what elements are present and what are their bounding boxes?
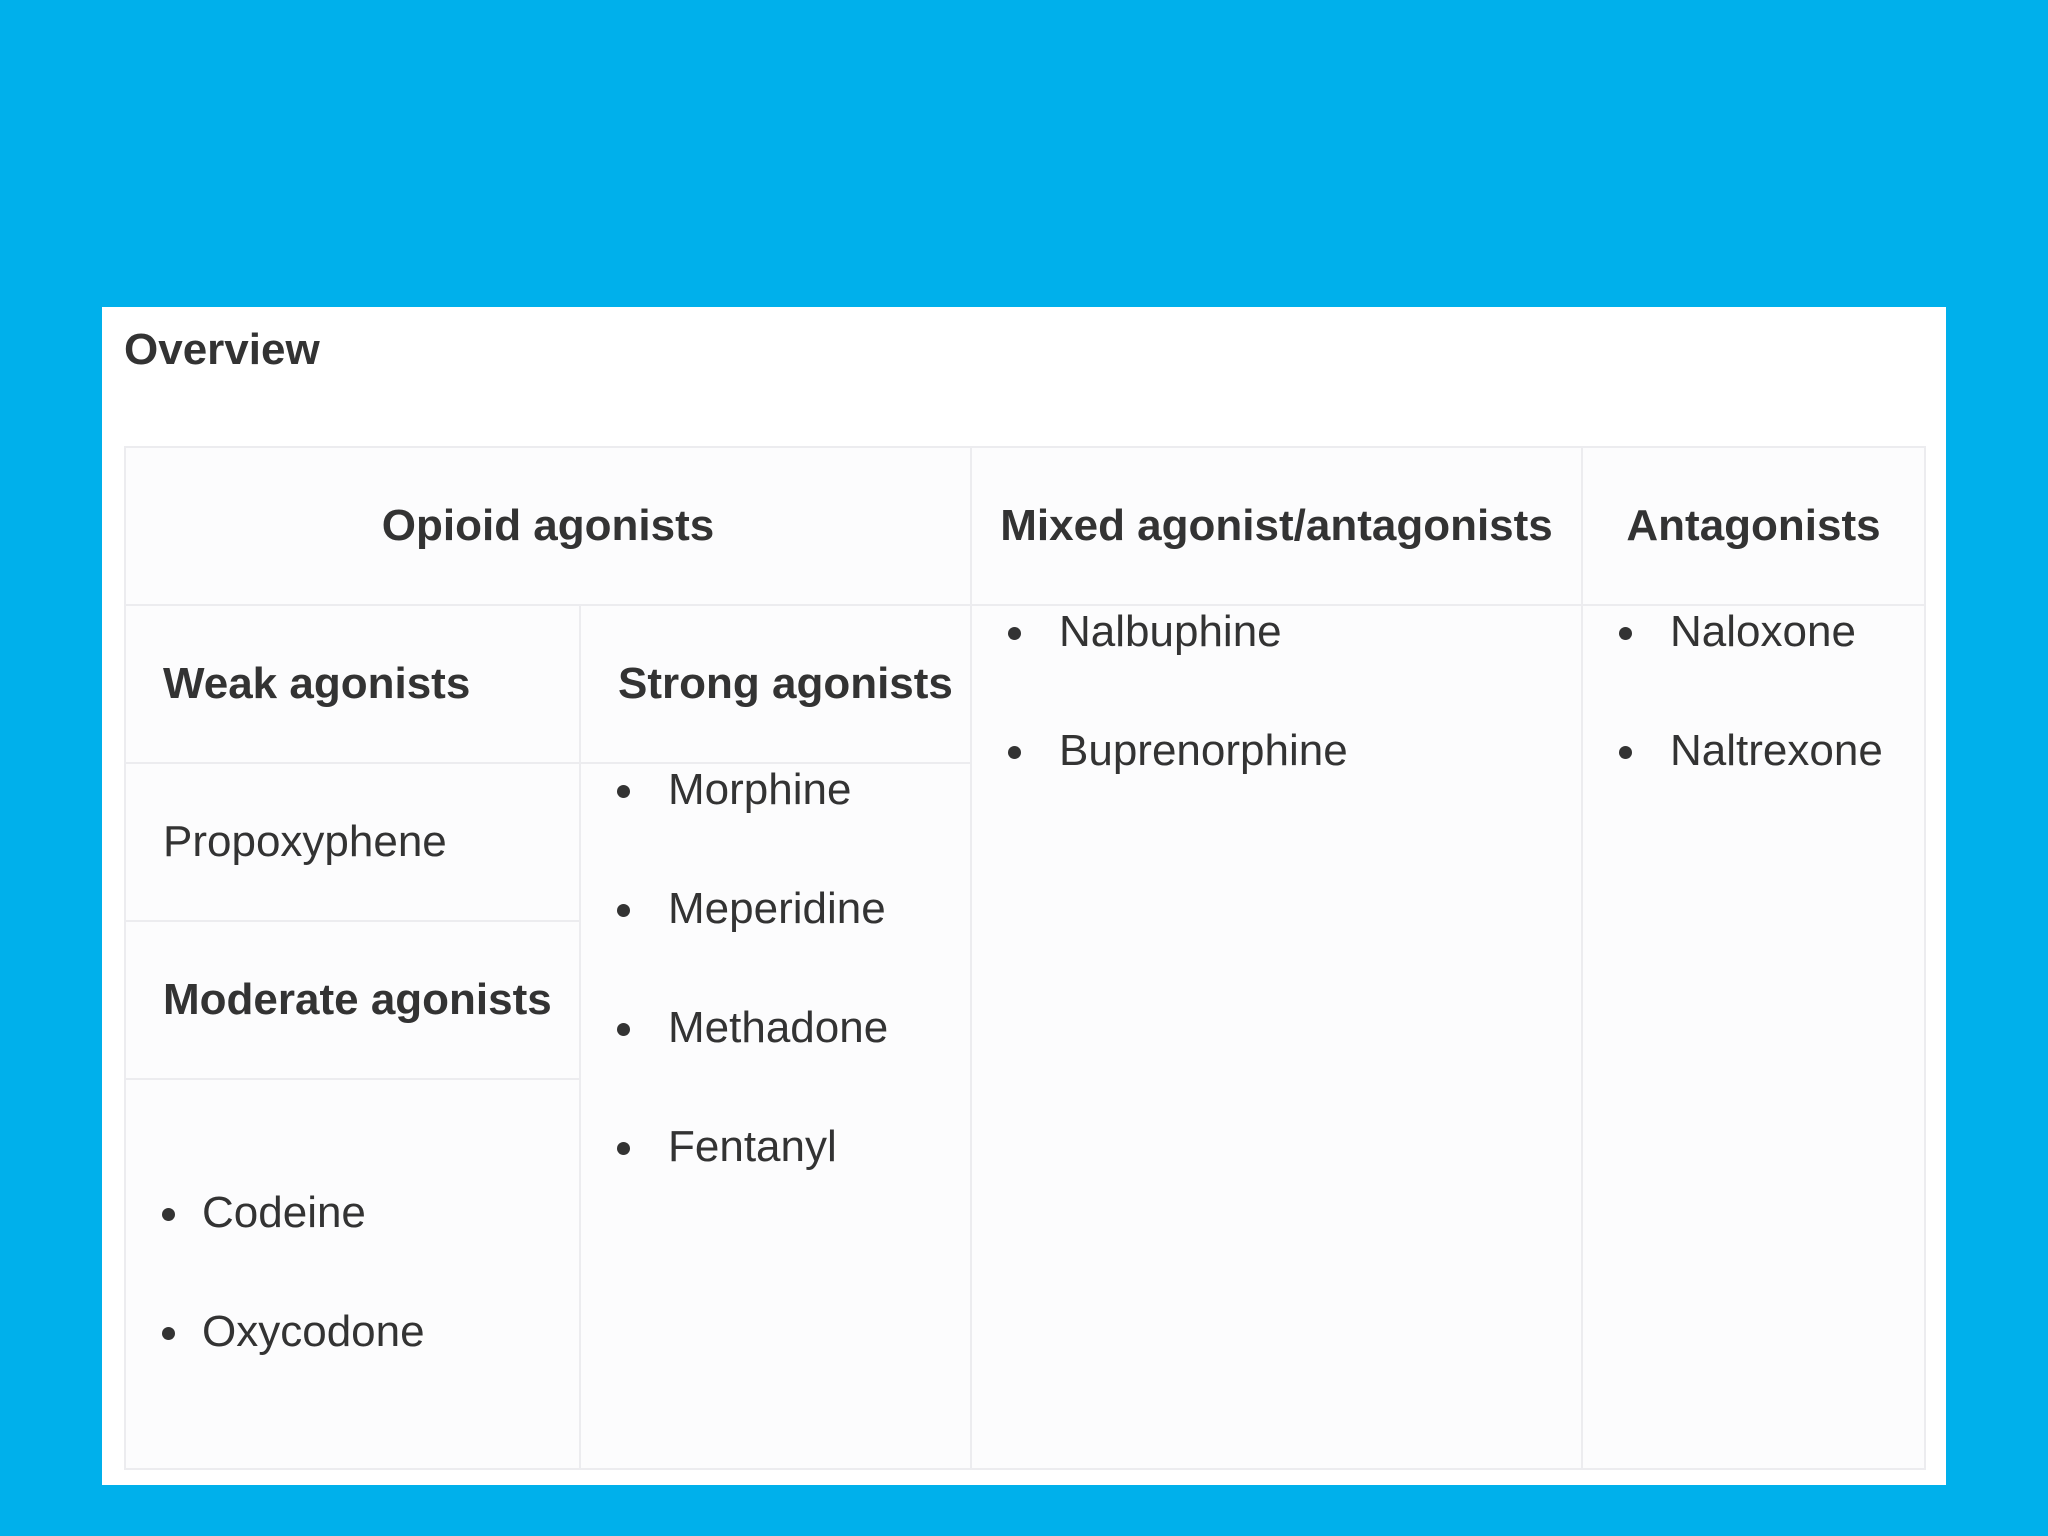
- moderate-agonists-list: [126, 1080, 579, 1358]
- list-item: Nalbuphine: [972, 606, 1581, 658]
- header-mixed-agonist-antagonists: Mixed agonist/antagonists: [971, 447, 1582, 605]
- subheader-strong-agonists: Strong agonists: [580, 605, 971, 763]
- list-item: Methadone: [581, 1002, 970, 1054]
- list-item: Oxycodone: [126, 1306, 579, 1358]
- list-item: Fentanyl: [581, 1121, 970, 1173]
- opioid-classification-table: [124, 446, 1926, 1470]
- list-item: Morphine: [581, 764, 970, 816]
- antagonists-list: [1583, 606, 1924, 777]
- subheader-weak-agonists: Weak agonists: [125, 605, 580, 763]
- list-item: Naltrexone: [1583, 725, 1924, 777]
- header-antagonists: Antagonists: [1582, 447, 1925, 605]
- mixed-list: [972, 606, 1581, 777]
- subheader-moderate-agonists: Moderate agonists: [125, 921, 580, 1079]
- antagonists-cell: [1582, 605, 1925, 1469]
- overview-panel: [102, 307, 1946, 1485]
- strong-cell: [580, 763, 971, 1469]
- list-item: Codeine: [126, 1187, 579, 1239]
- strong-agonists-list: [581, 764, 970, 1173]
- list-item: Meperidine: [581, 883, 970, 935]
- list-item: Buprenorphine: [972, 725, 1581, 777]
- list-item: Naloxone: [1583, 606, 1924, 658]
- moderate-cell: [125, 1079, 580, 1469]
- mixed-cell: [971, 605, 1582, 1469]
- weak-agonist-drug: Propoxyphene: [125, 763, 580, 921]
- overview-title: Overview: [124, 325, 320, 374]
- header-opioid-agonists: Opioid agonists: [125, 447, 971, 605]
